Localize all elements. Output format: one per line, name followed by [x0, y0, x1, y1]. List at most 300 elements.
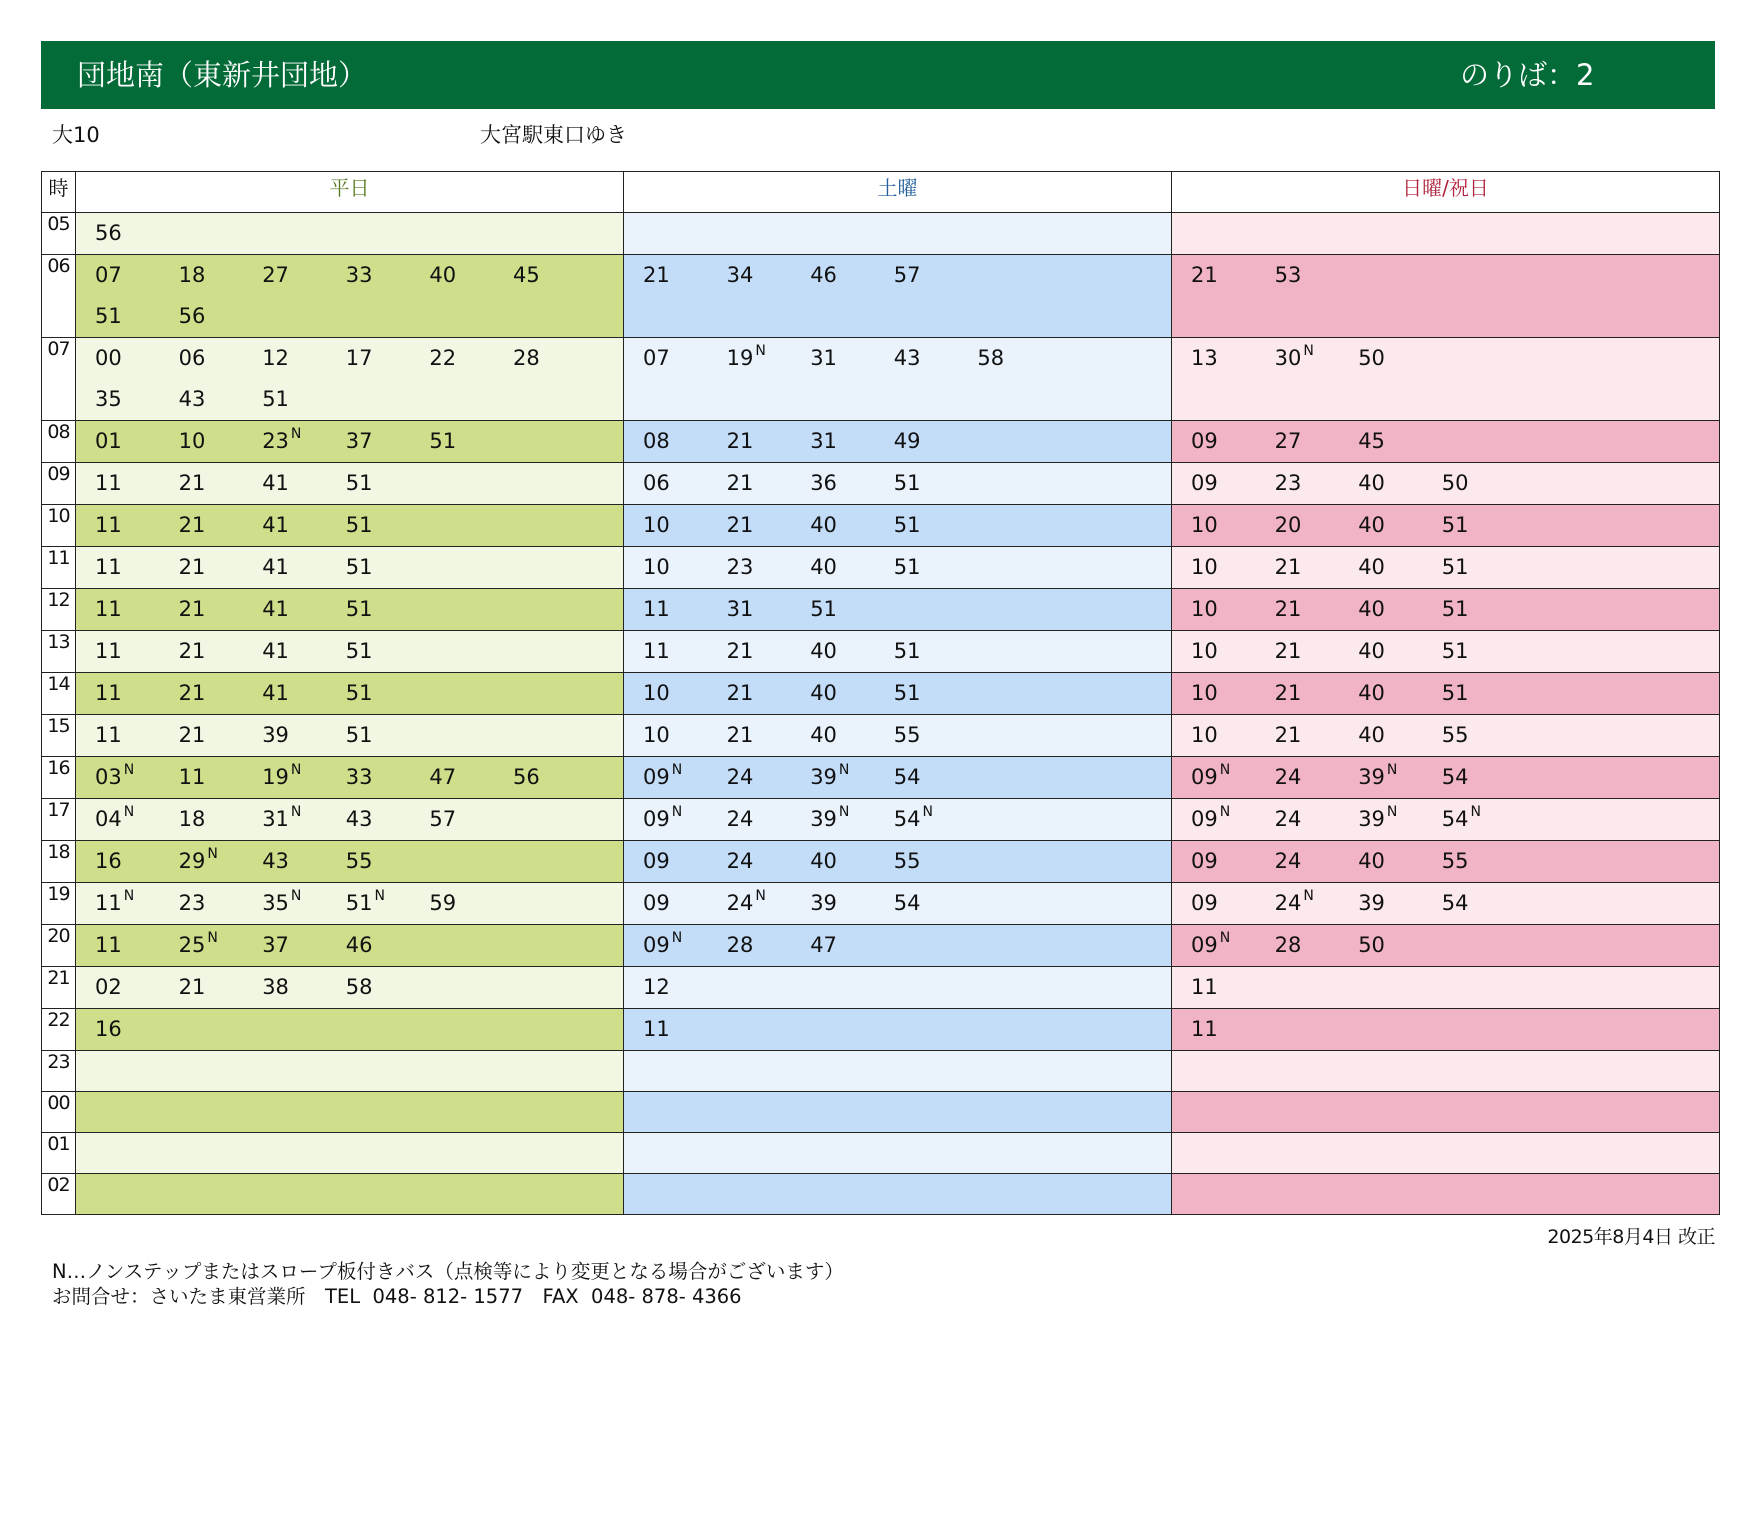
hour-column-header: 時 [42, 172, 76, 213]
departure-minute: 30 N [1275, 338, 1359, 379]
departure-minute: 43 [262, 849, 289, 873]
departure-minute: 51 [345, 513, 373, 537]
departure-minute: 46 [345, 933, 373, 957]
saturday-cell [624, 883, 1172, 925]
departure-minute: 41 [262, 471, 289, 495]
departure-minute: 21 [178, 471, 206, 495]
holiday-cell [1172, 255, 1720, 338]
weekday-minutes [76, 1009, 623, 1050]
departure-minute: 11 [643, 1017, 670, 1041]
saturday-cell [624, 841, 1172, 883]
departure-minute: 21 [1274, 597, 1302, 621]
departure-minute: 09 N [643, 757, 727, 798]
saturday-cell [624, 1133, 1172, 1174]
holiday-cell [1172, 1133, 1720, 1174]
saturday-minutes [624, 967, 1171, 1008]
weekday-cell [76, 925, 624, 967]
departure-minute: 31 N [262, 799, 346, 840]
weekday-minutes [76, 463, 623, 504]
nonstep-marker: N [1219, 762, 1231, 778]
departure-minute: 22 [429, 346, 457, 370]
departure-minute: 40 [1358, 723, 1385, 747]
departure-minute: 54 [1441, 891, 1469, 915]
departure-minute: 09 [643, 849, 670, 873]
hour-cell: 00 [42, 1092, 76, 1133]
nonstep-note: N…ノンステップまたはスロープ板付きバス（点検等により変更となる場合がございます） [52, 1260, 844, 1283]
departure-minute: 24 N [727, 883, 811, 924]
departure-minute: 11 [1191, 975, 1218, 999]
departure-minute: 31 [726, 597, 754, 621]
departure-minute: 45 [512, 263, 540, 287]
holiday-minutes [1172, 255, 1719, 296]
departure-minute: 07 [95, 263, 122, 287]
departure-minute: 19 N [727, 338, 811, 379]
saturday-minutes [624, 883, 1171, 924]
weekday-minutes [76, 255, 623, 337]
departure-minute: 11 [95, 723, 122, 747]
departure-minute: 11 [643, 639, 670, 663]
holiday-minutes [1172, 338, 1719, 379]
departure-minute: 45 [1358, 429, 1385, 453]
departure-minute: 33 [345, 263, 373, 287]
departure-minute: 09 N [1191, 799, 1275, 840]
nonstep-marker: N [671, 930, 683, 946]
departure-minute: 21 [1274, 639, 1302, 663]
saturday-minutes [624, 841, 1171, 882]
departure-minute: 51 [345, 555, 373, 579]
departure-minute: 21 [726, 429, 754, 453]
hour-cell: 07 [42, 338, 76, 421]
departure-minute: 16 [95, 1017, 122, 1041]
timetable-row [42, 799, 1720, 841]
saturday-minutes [624, 799, 1171, 840]
departure-minute: 12 [643, 975, 670, 999]
saturday-cell [624, 967, 1172, 1009]
departure-minute: 40 [1358, 681, 1385, 705]
holiday-cell [1172, 841, 1720, 883]
departure-minute: 21 [726, 723, 754, 747]
departure-minute: 56 [95, 221, 122, 245]
holiday-minutes [1172, 841, 1719, 882]
departure-minute: 21 [726, 681, 754, 705]
departure-minute: 31 [810, 429, 837, 453]
departure-minute: 04 N [95, 799, 179, 840]
weekday-cell [76, 631, 624, 673]
hour-cell: 21 [42, 967, 76, 1009]
departure-minute: 40 [429, 263, 457, 287]
departure-minute: 10 [178, 429, 206, 453]
saturday-cell [624, 673, 1172, 715]
departure-minute: 19 N [262, 757, 346, 798]
saturday-cell [624, 255, 1172, 338]
departure-minute: 21 [726, 639, 754, 663]
departure-minute: 54 N [1442, 799, 1526, 840]
saturday-cell [624, 925, 1172, 967]
departure-minute: 34 [726, 263, 754, 287]
hour-cell: 18 [42, 841, 76, 883]
departure-minute: 16 [95, 849, 122, 873]
departure-minute: 21 [178, 639, 206, 663]
saturday-cell [624, 505, 1172, 547]
holiday-cell [1172, 673, 1720, 715]
nonstep-marker: N [838, 762, 850, 778]
departure-minute: 09 [643, 891, 670, 915]
departure-minute: 40 [810, 723, 837, 747]
departure-minute: 51 [893, 513, 921, 537]
saturday-cell [624, 589, 1172, 631]
hour-cell: 23 [42, 1051, 76, 1092]
departure-minute: 40 [810, 681, 837, 705]
holiday-cell [1172, 1092, 1720, 1133]
hour-cell: 11 [42, 547, 76, 589]
holiday-cell [1172, 715, 1720, 757]
departure-minute: 58 [345, 975, 373, 999]
departure-minute: 21 [178, 555, 206, 579]
hour-cell: 14 [42, 673, 76, 715]
departure-minute: 51 [1441, 597, 1469, 621]
departure-minute: 39 N [1358, 757, 1442, 798]
hour-cell: 12 [42, 589, 76, 631]
departure-minute: 41 [262, 681, 289, 705]
saturday-minutes [624, 673, 1171, 714]
departure-minute: 40 [810, 555, 837, 579]
nonstep-marker: N [1219, 930, 1231, 946]
timetable-row [42, 1092, 1720, 1133]
departure-minute: 10 [1191, 513, 1218, 537]
weekday-cell [76, 715, 624, 757]
nonstep-marker: N [207, 846, 218, 862]
departure-minute: 11 [95, 639, 122, 663]
holiday-cell [1172, 967, 1720, 1009]
departure-minute: 09 [1191, 429, 1218, 453]
hour-cell: 02 [42, 1174, 76, 1215]
holiday-minutes [1172, 673, 1719, 714]
timetable-row [42, 883, 1720, 925]
saturday-cell [624, 1092, 1172, 1133]
departure-minute: 07 [643, 346, 670, 370]
departure-minute: 21 [643, 263, 670, 287]
departure-minute: 23 N [262, 421, 346, 462]
weekday-column-header: 平日 [76, 172, 624, 213]
departure-minute: 36 [810, 471, 837, 495]
departure-minute: 24 [1274, 765, 1302, 789]
nonstep-marker: N [123, 888, 135, 904]
weekday-cell [76, 1174, 624, 1215]
weekday-cell [76, 505, 624, 547]
weekday-minutes [76, 925, 623, 966]
timetable-row [42, 463, 1720, 505]
route-number: 大10 [52, 123, 100, 147]
saturday-cell [624, 1009, 1172, 1051]
departure-minute: 10 [1191, 681, 1218, 705]
departure-minute: 50 [1358, 933, 1385, 957]
timetable-row [42, 255, 1720, 338]
weekday-cell [76, 213, 624, 255]
departure-minute: 11 [643, 597, 670, 621]
timetable-row [42, 631, 1720, 673]
weekday-cell [76, 1092, 624, 1133]
timetable-row [42, 213, 1720, 255]
departure-minute: 27 [262, 263, 289, 287]
departure-minute: 40 [810, 849, 837, 873]
timetable-row [42, 1174, 1720, 1215]
saturday-minutes [624, 631, 1171, 672]
holiday-minutes [1172, 463, 1719, 504]
departure-minute: 51 [1441, 639, 1469, 663]
saturday-minutes [624, 338, 1171, 379]
departure-minute: 21 [1274, 723, 1302, 747]
departure-minute: 39 [262, 723, 289, 747]
departure-minute: 27 [1274, 429, 1302, 453]
holiday-minutes [1172, 421, 1719, 462]
stop-name: 団地南（東新井団地） [77, 58, 368, 92]
timetable-body [42, 213, 1720, 1215]
departure-minute: 51 [95, 304, 122, 328]
holiday-minutes [1172, 883, 1719, 924]
departure-minute: 31 [810, 346, 837, 370]
departure-minute: 11 [95, 933, 122, 957]
departure-minute: 29 N [179, 841, 263, 882]
weekday-minutes [76, 547, 623, 588]
departure-minute: 21 [178, 681, 206, 705]
weekday-minutes [76, 883, 623, 924]
departure-minute: 10 [643, 555, 670, 579]
departure-minute: 00 [95, 346, 122, 370]
departure-minute: 18 [178, 807, 206, 831]
hour-cell: 05 [42, 213, 76, 255]
weekday-cell [76, 255, 624, 338]
nonstep-marker: N [1470, 804, 1481, 820]
departure-minute: 51 N [346, 883, 430, 924]
departure-minute: 11 [95, 471, 122, 495]
departure-minute: 41 [262, 639, 289, 663]
departure-minute: 39 [1358, 891, 1385, 915]
departure-minute: 57 [893, 263, 921, 287]
hour-cell: 09 [42, 463, 76, 505]
saturday-cell [624, 213, 1172, 255]
departure-minute: 47 [429, 765, 457, 789]
holiday-cell [1172, 1009, 1720, 1051]
nonstep-marker: N [755, 343, 766, 359]
weekday-cell [76, 338, 624, 421]
weekday-cell [76, 757, 624, 799]
weekday-minutes [76, 799, 623, 840]
departure-minute: 09 N [1191, 925, 1275, 966]
departure-minute: 50 [1441, 471, 1469, 495]
departure-minute: 59 [429, 891, 457, 915]
saturday-cell [624, 631, 1172, 673]
weekday-minutes [76, 213, 623, 254]
departure-minute: 40 [810, 639, 837, 663]
nonstep-marker: N [1386, 804, 1398, 820]
saturday-minutes [624, 925, 1171, 966]
nonstep-marker: N [922, 804, 933, 820]
departure-minute: 40 [810, 513, 837, 537]
departure-minute: 39 [810, 891, 837, 915]
departure-minute: 51 [1441, 555, 1469, 579]
holiday-column-header: 日曜/祝日 [1172, 172, 1720, 213]
holiday-cell [1172, 925, 1720, 967]
departure-minute: 35 N [262, 883, 346, 924]
holiday-cell [1172, 338, 1720, 421]
departure-minute: 49 [893, 429, 921, 453]
departure-minute: 24 [1274, 807, 1302, 831]
departure-minute: 54 N [894, 799, 978, 840]
holiday-cell [1172, 213, 1720, 255]
holiday-minutes [1172, 589, 1719, 630]
hour-cell: 10 [42, 505, 76, 547]
saturday-minutes [624, 715, 1171, 756]
holiday-minutes [1172, 547, 1719, 588]
departure-minute: 51 [893, 639, 921, 663]
weekday-cell [76, 799, 624, 841]
hour-cell: 20 [42, 925, 76, 967]
departure-minute: 08 [643, 429, 670, 453]
departure-minute: 13 [1191, 346, 1218, 370]
departure-minute: 54 [1441, 765, 1469, 789]
hour-cell: 08 [42, 421, 76, 463]
holiday-cell [1172, 883, 1720, 925]
weekday-minutes [76, 967, 623, 1008]
nonstep-marker: N [374, 888, 385, 904]
departure-minute: 21 [178, 513, 206, 537]
departure-minute: 41 [262, 555, 289, 579]
departure-minute: 09 [1191, 471, 1218, 495]
departure-minute: 28 [512, 346, 540, 370]
weekday-cell [76, 1051, 624, 1092]
weekday-cell [76, 589, 624, 631]
departure-minute: 11 [178, 765, 206, 789]
saturday-cell [624, 757, 1172, 799]
saturday-cell [624, 421, 1172, 463]
holiday-cell [1172, 1174, 1720, 1215]
weekday-minutes [76, 757, 623, 798]
departure-minute: 33 [345, 765, 373, 789]
nonstep-marker: N [290, 762, 302, 778]
timetable-row [42, 673, 1720, 715]
weekday-cell [76, 841, 624, 883]
holiday-minutes [1172, 715, 1719, 756]
saturday-cell [624, 463, 1172, 505]
weekday-cell [76, 883, 624, 925]
departure-minute: 43 [345, 807, 373, 831]
departure-minute: 11 [1191, 1017, 1218, 1041]
nonstep-marker: N [1303, 888, 1314, 904]
saturday-cell [624, 1174, 1172, 1215]
departure-minute: 23 [726, 555, 754, 579]
timetable-row [42, 1051, 1720, 1092]
saturday-minutes [624, 505, 1171, 546]
departure-minute: 51 [893, 681, 921, 705]
hour-cell: 17 [42, 799, 76, 841]
departure-minute: 10 [1191, 639, 1218, 663]
weekday-cell [76, 421, 624, 463]
saturday-minutes [624, 757, 1171, 798]
departure-minute: 55 [1441, 849, 1469, 873]
nonstep-marker: N [671, 804, 683, 820]
departure-minute: 51 [1441, 513, 1469, 537]
departure-minute: 51 [893, 471, 921, 495]
departure-minute: 37 [262, 933, 289, 957]
holiday-minutes [1172, 505, 1719, 546]
weekday-minutes [76, 589, 623, 630]
weekday-minutes [76, 673, 623, 714]
weekday-minutes [76, 338, 623, 420]
hour-cell: 19 [42, 883, 76, 925]
nonstep-marker: N [755, 888, 766, 904]
departure-minute: 23 [178, 891, 206, 915]
departure-minute: 28 [726, 933, 754, 957]
departure-minute: 24 [726, 765, 754, 789]
timetable-row [42, 338, 1720, 421]
saturday-minutes [624, 547, 1171, 588]
nonstep-marker: N [838, 804, 850, 820]
timetable-row [42, 967, 1720, 1009]
hour-cell: 13 [42, 631, 76, 673]
departure-minute: 09 [1191, 849, 1218, 873]
departure-minute: 37 [345, 429, 373, 453]
departure-minute: 58 [977, 346, 1005, 370]
holiday-cell [1172, 799, 1720, 841]
departure-minute: 10 [1191, 555, 1218, 579]
departure-minute: 03 N [95, 757, 179, 798]
contact-info: お問合せ：さいたま東営業所 TEL 048- 812- 1577 FAX 048- 878- 4366 [52, 1285, 742, 1308]
departure-minute: 01 [95, 429, 122, 453]
departure-minute: 56 [178, 304, 206, 328]
hour-cell: 06 [42, 255, 76, 338]
saturday-minutes [624, 589, 1171, 630]
departure-minute: 10 [1191, 597, 1218, 621]
departure-minute: 55 [893, 849, 921, 873]
departure-minute: 57 [429, 807, 457, 831]
weekday-cell [76, 1133, 624, 1174]
departure-minute: 40 [1358, 471, 1385, 495]
departure-minute: 09 N [643, 925, 727, 966]
header-bar [41, 41, 1715, 109]
holiday-minutes [1172, 1009, 1719, 1050]
weekday-minutes [76, 505, 623, 546]
departure-minute: 24 N [1275, 883, 1359, 924]
departure-minute: 20 [1274, 513, 1302, 537]
departure-minute: 09 N [1191, 757, 1275, 798]
departure-minute: 21 [178, 723, 206, 747]
timetable-row [42, 505, 1720, 547]
saturday-cell [624, 799, 1172, 841]
holiday-cell [1172, 547, 1720, 589]
saturday-cell [624, 338, 1172, 421]
departure-minute: 55 [345, 849, 373, 873]
departure-minute: 21 [178, 975, 206, 999]
departure-minute: 39 N [810, 757, 894, 798]
departure-minute: 41 [262, 597, 289, 621]
weekday-cell [76, 547, 624, 589]
departure-minute: 09 N [643, 799, 727, 840]
departure-minute: 51 [345, 639, 373, 663]
departure-minute: 51 [429, 429, 457, 453]
hour-cell: 16 [42, 757, 76, 799]
holiday-cell [1172, 757, 1720, 799]
nonstep-marker: N [123, 804, 135, 820]
weekday-minutes [76, 631, 623, 672]
departure-minute: 21 [1191, 263, 1218, 287]
platform-label: のりば：2 [1460, 58, 1595, 92]
nonstep-marker: N [1303, 343, 1314, 359]
departure-minute: 51 [262, 387, 289, 411]
hour-cell: 01 [42, 1133, 76, 1174]
departure-minute: 40 [1358, 597, 1385, 621]
departure-minute: 10 [643, 681, 670, 705]
saturday-cell [624, 1051, 1172, 1092]
